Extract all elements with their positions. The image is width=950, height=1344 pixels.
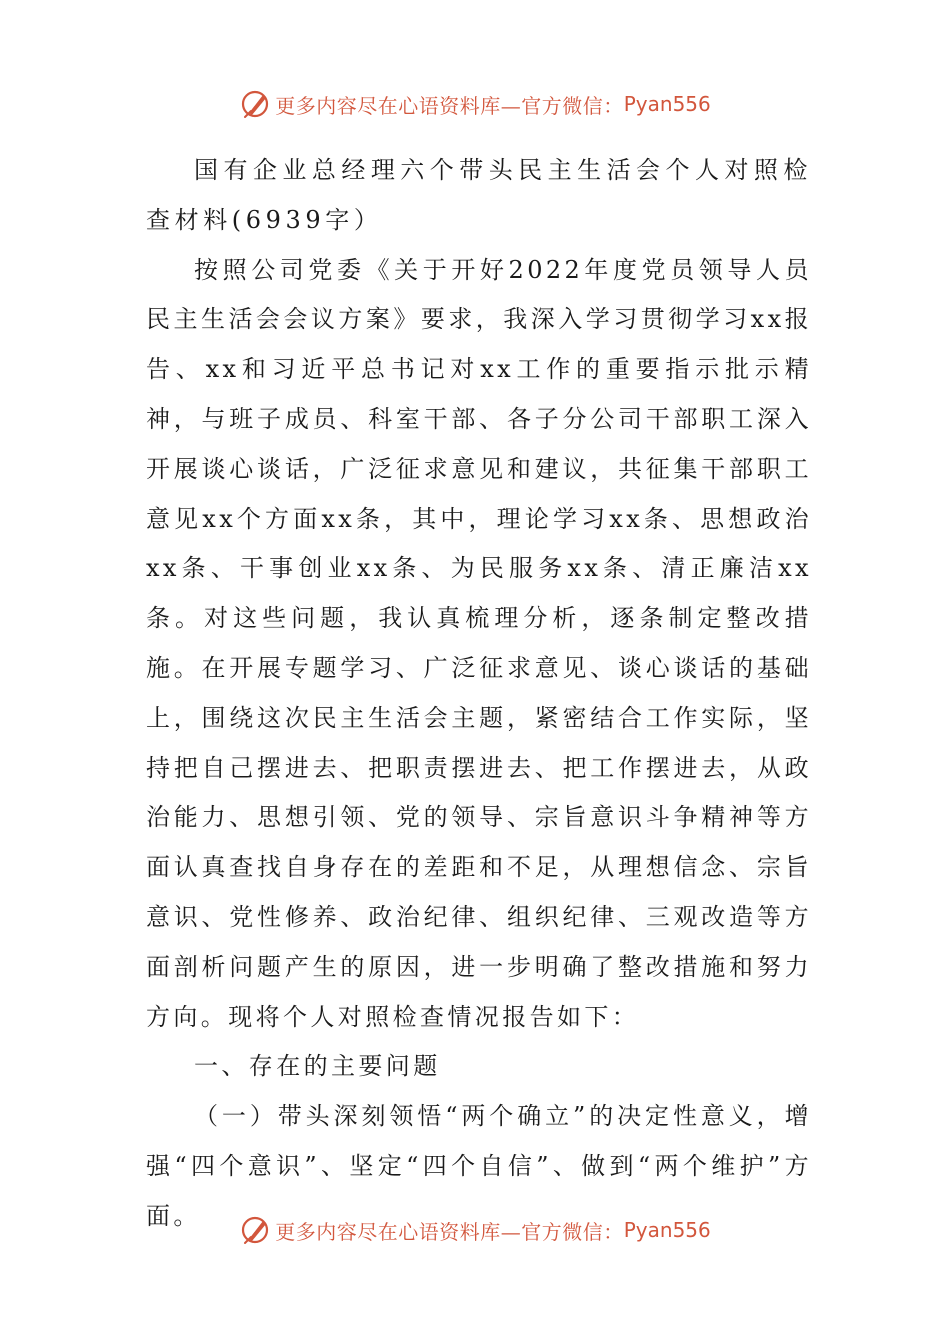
document-title: 国有企业总经理六个带头民主生活会个人对照检查材料(6939字） <box>146 156 812 234</box>
watermark-text: 更多内容尽在心语资料库—官方微信： <box>275 93 624 118</box>
subsection-heading-1: （一）带头深刻领悟“两个确立”的决定性意义，增强“四个意识”、坚定“四个自信”、做到“两个维护”方面。 <box>146 1102 812 1230</box>
paragraph-intro: 按照公司党委《关于开好2022年度党员领导人员民主生活会会议方案》要求，我深入学习贯彻学习xx报告、xx和习近平总书记对xx工作的重要指示批示精神，与班子成员、科室干部、各子分公司干部职工深入开展谈心谈话，广泛征求意见和建议，共征集干部职工意见xx个方面xx条，其中，理论学习xx条、思想政治xx条、干事创业xx条、为民服务xx条、清正廉洁xx条。对这些问题，我认真梳理分析，逐条制定整改措施。在开展专题学习、广泛征求意见、谈心谈话的基础上，围绕这次民主生活会主题，紧密结合工作实际，坚持把自己摆进去、把职责摆进去、把工作摆进去，从政治能力、思想引领、党的领导、宗旨意识斗争精神等方面认真查找自身存在的差距和不足，从理想信念、宗旨意识、党性修养、政治纪律、组织纪律、三观改造等方面剖析问题产生的原因，进一步明确了整改措施和努力方向。现将个人对照检查情况报告如下： <box>146 255 812 1031</box>
watermark-wechat-id: Pyan556 <box>623 1218 711 1242</box>
document-body <box>146 146 812 1242</box>
watermark-wechat-id: Pyan556 <box>623 92 711 116</box>
quill-logo-icon <box>239 1213 273 1247</box>
watermark-banner-top <box>0 84 950 124</box>
watermark-text: 更多内容尽在心语资料库—官方微信： <box>275 1219 624 1244</box>
section-heading-1: 一、存在的主要问题 <box>194 1052 441 1081</box>
quill-logo-icon <box>239 87 273 121</box>
watermark-banner-bottom <box>0 1210 950 1250</box>
